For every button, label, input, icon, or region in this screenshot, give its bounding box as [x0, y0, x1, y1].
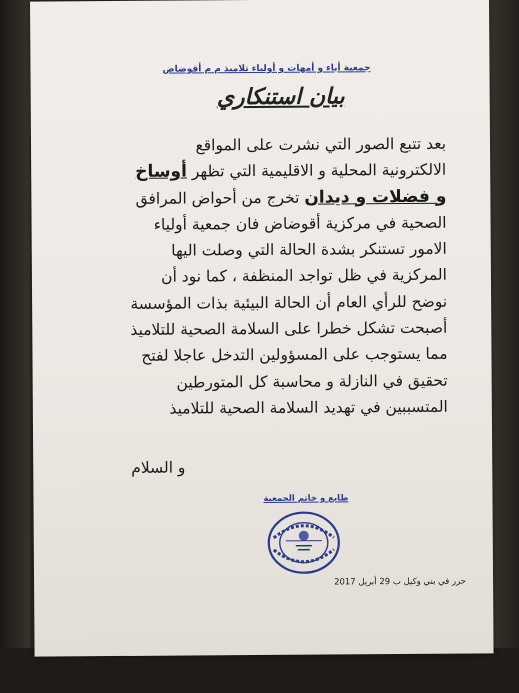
- body-line: تحقيق في النازلة و محاسبة كل المتورطين: [176, 371, 448, 392]
- body-text-segment: الالكترونية المحلية و الاقليمية التي تظهر: [186, 160, 447, 181]
- body-line: [91, 183, 446, 212]
- closing-salutation: و السلام: [131, 458, 186, 477]
- body-line: بعد تتبع الصور التي نشرت على المواقع: [195, 134, 447, 155]
- body-line: الامور تستنكر بشدة الحالة التي وصلت اليها: [171, 239, 447, 260]
- date-place-line: حرر في بني وكيل ب 29 أبريل 2017: [334, 576, 467, 588]
- emphasis-dirt: أوساخ: [135, 161, 187, 183]
- body-line: الصحية في مركزية أقوضاض فان جمعية أولياء: [153, 213, 447, 234]
- association-seal-icon: [266, 509, 342, 576]
- document-title: بيان استنكاري: [216, 83, 345, 111]
- body-line: المتسببين في تهديد السلامة الصحية للتلاميذ: [169, 397, 448, 418]
- statement-body: [91, 131, 448, 423]
- paper-sheet: [30, 0, 494, 657]
- body-line: المركزية في ظل تواجد المنظفة ، كما نود أن: [161, 266, 447, 287]
- background-left: [0, 0, 30, 693]
- association-header: جمعية أباء و أمهات و أولياء تلاميذ م م أقوضاض: [162, 63, 371, 75]
- emphasis-waste-worms: و فضلات و ديدان: [304, 186, 447, 208]
- body-text-segment: تخرج من أحواض المرافق: [135, 188, 305, 208]
- stamp-label: طابع و خاتم الجمعية: [263, 493, 349, 504]
- body-line: [91, 157, 446, 186]
- body-line: أصبحت تشكل خطرا على السلامة الصحية للتلاميذ: [130, 318, 448, 339]
- body-line: مما يستوجب على المسؤولين التدخل عاجلا لفتح: [141, 345, 448, 366]
- background-right: [489, 0, 519, 693]
- body-line: نوضح للرأي العام أن الحالة البيئية بذات المؤسسة: [130, 292, 448, 313]
